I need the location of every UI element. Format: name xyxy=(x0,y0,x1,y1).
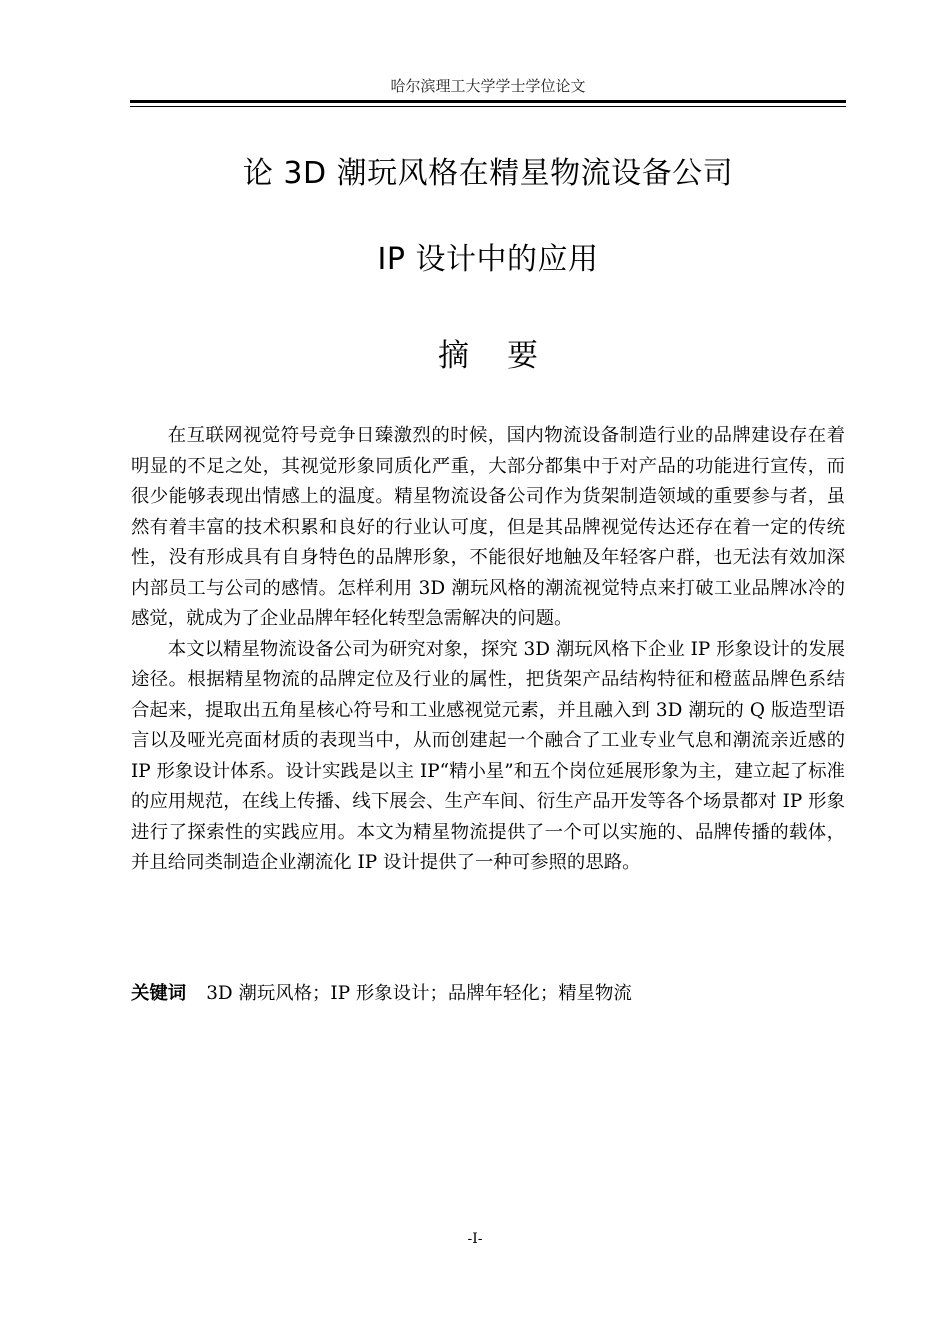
keywords-line xyxy=(131,979,845,1009)
running-header: 哈尔滨理工大学学士学位论文 xyxy=(390,77,586,95)
page-number: -I- xyxy=(467,1231,483,1247)
header-rule-thin xyxy=(130,106,846,107)
abstract-heading: 摘要 xyxy=(438,338,576,374)
thesis-title-line-2: IP 设计中的应用 xyxy=(377,242,599,277)
keywords-text: 3D 潮玩风格；IP 形象设计；品牌年轻化；精星物流 xyxy=(206,983,632,1004)
abstract-body xyxy=(131,421,845,879)
thesis-title-line-1: 论 3D 潮玩风格在精星物流设备公司 xyxy=(242,156,734,191)
header-rule-thick xyxy=(130,100,846,103)
abstract-paragraph-2: 本文以精星物流设备公司为研究对象，探究 3D 潮玩风格下企业 IP 形象设计的发展途径。根据精星物流的品牌定位及行业的属性，把货架产品结构特征和橙蓝品牌色系结合起来，提取出五角星核心符号和工业感视觉元素，并且融入到 3D 潮玩的 Q 版造型语言以及哑光亮面材质的表现当中，从而创建起一个融合了工业专业气息和潮流亲近感的 IP 形象设计体系。设计实践是以主 IP“精小星”和五个岗位延展形象为主，建立起了标准的应用规范，在线上传播、线下展会、生产车间、衍生产品开发等各个场景都对 IP 形象进行了探索性的实践应用。本文为精星物流提供了一个可以实施的、品牌传播的载体，并且给同类制造企业潮流化 IP 设计提供了一种可参照的思路。 xyxy=(131,638,845,873)
keywords-label: 关键词 xyxy=(131,983,187,1004)
abstract-paragraph-1: 在互联网视觉符号竞争日臻激烈的时候，国内物流设备制造行业的品牌建设存在着明显的不足之处，其视觉形象同质化严重，大部分都集中于对产品的功能进行宣传，而很少能够表现出情感上的温度。精星物流设备公司作为货架制造领域的重要参与者，虽然有着丰富的技术积累和良好的行业认可度，但是其品牌视觉传达还存在着一定的传统性，没有形成具有自身特色的品牌形象，不能很好地触及年轻客户群，也无法有效加深内部员工与公司的感情。怎样利用 3D 潮玩风格的潮流视觉特点来打破工业品牌冰冷的感觉，就成为了企业品牌年轻化转型急需解决的问题。 xyxy=(131,425,845,629)
